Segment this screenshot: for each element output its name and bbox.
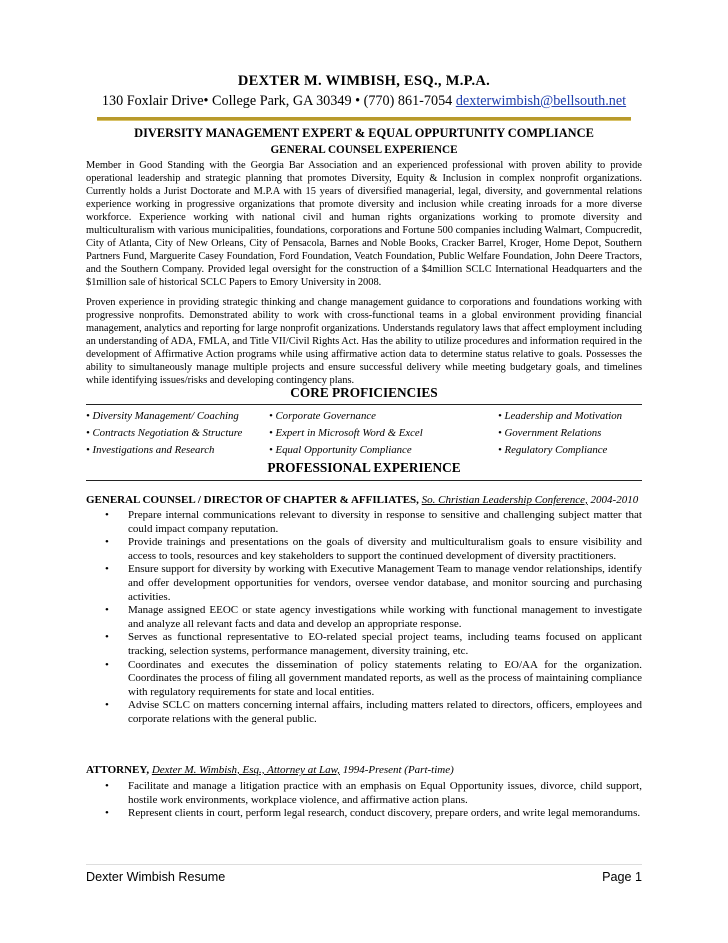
- job-heading-attorney: [86, 764, 642, 776]
- list-item: • Serves as functional representative to EO-related special project teams, including teams focused on applicant tracking, selection systems, performance management, diversity training, etc.: [86, 631, 642, 658]
- section-divider: [86, 404, 642, 405]
- job-bullet-list: [86, 509, 642, 727]
- headline-title: DIVERSITY MANAGEMENT EXPERT & EQUAL OPPURTUNITY COMPLIANCE: [134, 126, 594, 140]
- contact-line: [0, 93, 728, 110]
- summary-paragraph-1: Member in Good Standing with the Georgia Bar Association and an experienced professional with proven ability to provide operational leadership and strategic planning that promotes Diversity, Equity & Inclusion in complex nonprofit organizations. Currently holds a Jurist Doctorate and M.P.A with 15 years of diversified managerial, legal, diversity, and governmental relations experience working in progressive organizations that promote diversity and inclusion while creating inroads for a more diverse workforce. Experience working with national civil and human rights organizations working to promote diversity and multiculturalism with various municipalities, foundations, corporations and Fortune 500 companies including Walmart, Compucredit, City of Atlanta, City of New Orleans, City of Pensacola, Barnes and Noble Books, Cracker Barrel, Kroger, Home Depot, Southern Partners Fund, Marguerite Casey Foundation, Ford Foundation, Veatch Foundation, Public Welfare Foundation, John Deere Tractors, and the Southern Company. Provided legal oversight for the construction of a $4million SCLC International Headquarters and the $1million sale of historical SCLC Papers to Emory University in 2008.: [86, 160, 642, 288]
- list-item: • Prepare internal communications relevant to diversity in response to sensitive and challenging subject matter that could impact company reputation.: [86, 509, 642, 536]
- job-dates: 2004-2010: [590, 494, 639, 506]
- list-item: • Represent clients in court, perform legal research, conduct discovery, prepare orders, and write legal memorandums.: [86, 807, 642, 821]
- proficiency-item: • Expert in Microsoft Word & Excel: [269, 427, 423, 439]
- job-title: GENERAL COUNSEL / DIRECTOR OF CHAPTER & AFFILIATES,: [86, 494, 419, 506]
- job-organization: Dexter M. Wimbish, Esq., Attorney at Law,: [151, 764, 340, 776]
- footer-divider: [86, 864, 642, 865]
- header-divider: [97, 117, 631, 121]
- section-divider: [86, 480, 642, 481]
- list-item: • Manage assigned EEOC or state agency investigations while working with functional management to investigate and analyze all relevant facts and data and develop an appropriate response.: [86, 604, 642, 631]
- proficiency-item: • Government Relations: [498, 427, 602, 439]
- proficiency-item: • Equal Opportunity Compliance: [269, 444, 412, 456]
- list-item: • Ensure support for diversity by working with Executive Management Team to manage vendor relationships, identify and offer development opportunities for vendors, oversee vendor database, and monitor sourcing and purchasing activities.: [86, 563, 642, 604]
- proficiency-item: • Corporate Governance: [269, 410, 376, 422]
- proficiency-item: • Leadership and Motivation: [498, 410, 623, 422]
- list-item: • Advise SCLC on matters concerning internal affairs, including matters related to directors, officers, employees and corporate relations with the general public.: [86, 699, 642, 726]
- page-number: Page 1: [602, 870, 642, 884]
- email-link[interactable]: dexterwimbish@bellsouth.net: [455, 93, 627, 109]
- candidate-name: DEXTER M. WIMBISH, ESQ., M.P.A.: [237, 73, 491, 89]
- proficiency-item: • Contracts Negotiation & Structure: [86, 427, 243, 439]
- job-heading-general-counsel: [86, 494, 642, 506]
- proficiency-item: • Investigations and Research: [86, 444, 215, 456]
- list-item: • Coordinates and executes the dissemination of policy statements relating to EO/AA for the organization. Coordinates the process of filing all government mandated reports, as well as the process of maintaining compliance with regulatory requirements for state and local entities.: [86, 659, 642, 700]
- job-organization: So. Christian Leadership Conference,: [421, 494, 588, 506]
- page-footer: [86, 870, 642, 884]
- contact-address-phone: 130 Foxlair Drive• College Park, GA 30349 • (770) 861-7054: [101, 93, 453, 109]
- summary-paragraph-2: Proven experience in providing strategic thinking and change management guidance to corporations and foundations working with progressive nonprofits. Demonstrated ability to work with cross-functional teams in a global environment providing financial management, analytics and reporting for large nonprofit organizations. Understands regulatory laws that affect employment including an understanding of ADA, FMLA, and Title VII/Civil Rights Act. Has the ability to utilize procedures and information required in the development of Affirmative Action programs while using affirmative action data to determine status relative to goals. Possesses the ability to simultaneously manage multiple projects and ensure successful delivery while meeting budgetary goals, and timelines while identifying issues/risks and developing contingency plans.: [86, 297, 642, 386]
- core-proficiencies-heading: CORE PROFICIENCIES: [290, 385, 438, 400]
- professional-experience-heading: PROFESSIONAL EXPERIENCE: [267, 460, 461, 475]
- job-bullet-list: [86, 780, 642, 821]
- list-item: • Provide trainings and presentations on the goals of diversity and multiculturalism goals to ensure visibility and access to tools, resources and key stakeholders to support the continued development of diversity practitioners.: [86, 536, 642, 563]
- headline-subtitle: GENERAL COUNSEL EXPERIENCE: [270, 144, 458, 156]
- list-item: • Facilitate and manage a litigation practice with an emphasis on Equal Opportunity issues, divorce, child support, hostile work environments, workplace violence, and affirmative action plans.: [86, 780, 642, 807]
- footer-title: Dexter Wimbish Resume: [86, 870, 226, 884]
- proficiency-item: • Diversity Management/ Coaching: [86, 410, 239, 422]
- job-dates: 1994-Present (Part-time): [342, 764, 454, 776]
- proficiency-item: • Regulatory Compliance: [498, 444, 608, 456]
- job-title: ATTORNEY,: [86, 764, 150, 776]
